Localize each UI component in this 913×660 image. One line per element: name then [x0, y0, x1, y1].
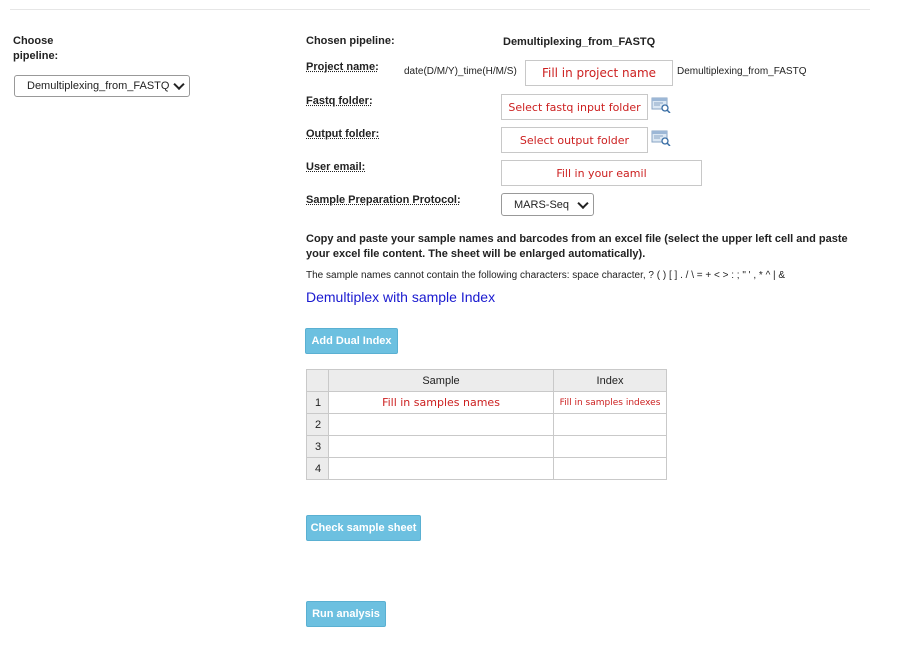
- sample-index-cell[interactable]: [554, 436, 667, 458]
- folder-search-icon[interactable]: [651, 129, 671, 146]
- project-name-input[interactable]: [525, 60, 673, 86]
- chosen-pipeline-label: Chosen pipeline:: [306, 35, 395, 47]
- choose-pipeline-label: Choose pipeline:: [13, 35, 59, 62]
- project-name-placeholder: Fill in project name: [541, 66, 657, 80]
- folder-search-icon[interactable]: [651, 96, 671, 113]
- run-analysis-button[interactable]: Run analysis: [306, 601, 386, 627]
- sample-index-cell[interactable]: [554, 458, 667, 480]
- sample-sheet-table: [306, 369, 667, 480]
- sample-name-cell[interactable]: [329, 414, 554, 436]
- sample-index-cell[interactable]: [554, 414, 667, 436]
- project-name-label: Project name:: [306, 61, 379, 73]
- user-email-input[interactable]: [501, 160, 702, 186]
- check-sample-sheet-button[interactable]: Check sample sheet: [306, 515, 421, 541]
- output-folder-placeholder: Select output folder: [519, 133, 630, 147]
- chevron-down-icon: [173, 79, 184, 90]
- sample-index-cell[interactable]: Fill in samples indexes: [554, 392, 667, 414]
- protocol-select-value: MARS-Seq: [514, 198, 570, 211]
- column-header-sample: Sample: [329, 370, 554, 392]
- sample-name-cell[interactable]: [329, 436, 554, 458]
- project-name-suffix: Demultiplexing_from_FASTQ: [677, 66, 807, 77]
- forbidden-characters-note: The sample names cannot contain the following characters: space character, ? ( ) [ ] . / \ = + < > : ; " ' , * ^ | &: [306, 270, 786, 281]
- chosen-pipeline-value: Demultiplexing_from_FASTQ: [503, 36, 656, 48]
- add-dual-index-button[interactable]: Add Dual Index: [305, 328, 398, 354]
- copy-paste-instructions: Copy and paste your sample names and barcodes from an excel file (select the upper left cell and paste your excel file content. The sheet will be enlarged automatically).: [306, 233, 848, 260]
- sample-name-cell[interactable]: [329, 458, 554, 480]
- row-number: 3: [307, 436, 329, 458]
- project-name-prefix: date(D/M/Y)_time(H/M/S): [404, 66, 517, 77]
- user-email-placeholder: Fill in your eamil: [556, 166, 647, 180]
- row-number: 1: [307, 392, 329, 414]
- fastq-folder-label: Fastq folder:: [306, 95, 373, 107]
- pipeline-select-value: Demultiplexing_from_FASTQ: [27, 80, 170, 92]
- protocol-label: Sample Preparation Protocol:: [306, 194, 461, 206]
- fastq-folder-placeholder: Select fastq input folder: [508, 100, 641, 114]
- table-row: [307, 392, 667, 414]
- chevron-down-icon: [577, 197, 588, 208]
- top-divider: [10, 9, 870, 10]
- protocol-select[interactable]: [501, 193, 594, 216]
- table-row: [307, 414, 667, 436]
- user-email-label: User email:: [306, 161, 366, 173]
- table-row: [307, 436, 667, 458]
- table-row: [307, 458, 667, 480]
- fastq-folder-input[interactable]: [501, 94, 648, 120]
- table-header-row: [307, 370, 667, 392]
- output-folder-label: Output folder:: [306, 128, 380, 140]
- output-folder-input[interactable]: [501, 127, 648, 153]
- pipeline-select[interactable]: [14, 75, 190, 97]
- demultiplex-sample-index-link[interactable]: Demultiplex with sample Index: [306, 289, 496, 305]
- row-number: 4: [307, 458, 329, 480]
- table-corner-cell: [307, 370, 329, 392]
- sample-name-cell[interactable]: Fill in samples names: [329, 392, 554, 414]
- row-number: 2: [307, 414, 329, 436]
- column-header-index: Index: [554, 370, 667, 392]
